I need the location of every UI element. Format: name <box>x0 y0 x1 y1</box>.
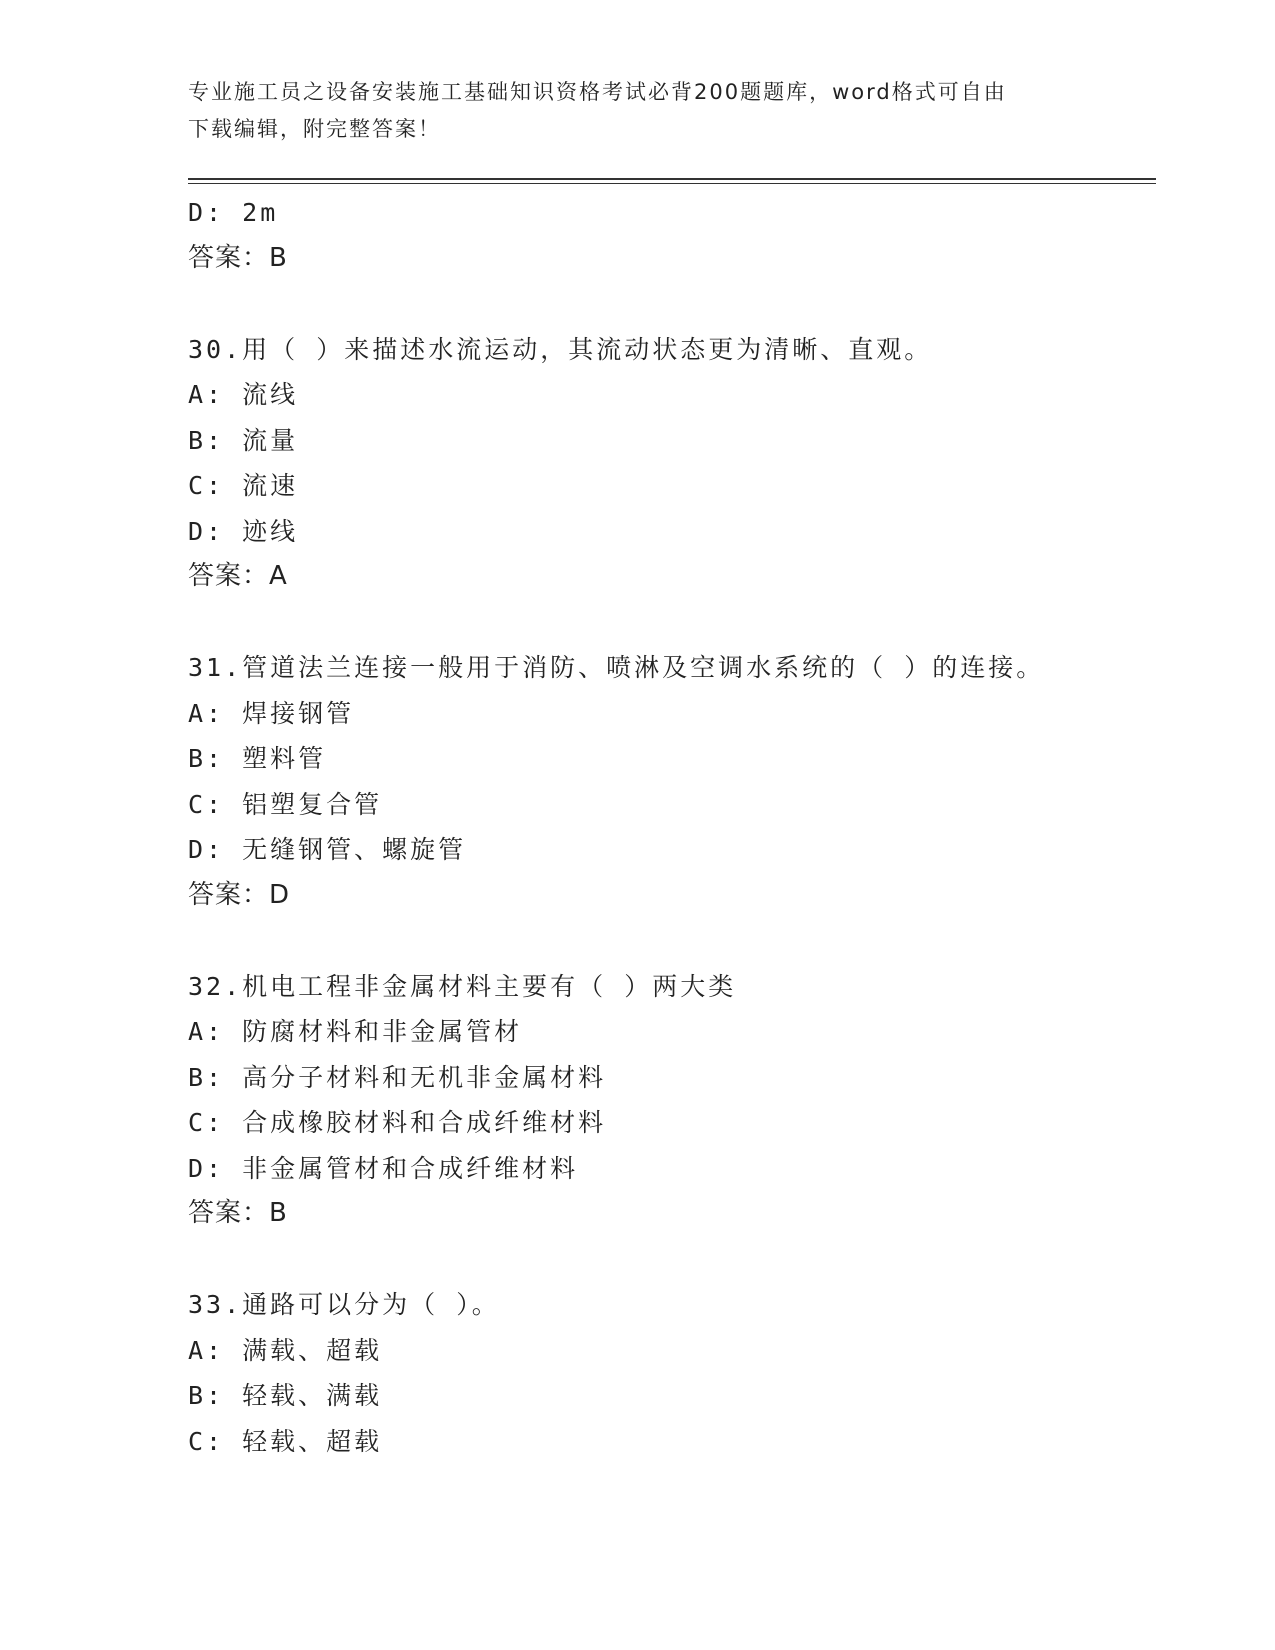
spacer <box>188 918 1156 964</box>
option-b: B: 高分子材料和无机非金属材料 <box>188 1062 607 1092</box>
spacer <box>188 600 1156 646</box>
question-stem: 33.通路可以分为（ ）。 <box>188 1290 500 1319</box>
header-divider <box>188 178 1156 184</box>
option-c: C: 合成橡胶材料和合成纤维材料 <box>188 1108 607 1137</box>
option-a: A: 焊接钢管 <box>188 698 355 728</box>
option-b: B: 流量 <box>188 425 299 455</box>
answer: 答案：B <box>188 242 288 273</box>
option-b: B: 轻载、满载 <box>188 1381 383 1410</box>
spacer <box>188 1237 1156 1283</box>
option-d: D: 迹线 <box>188 516 299 546</box>
option-c: C: 轻载、超载 <box>188 1426 383 1456</box>
question-list <box>188 190 1156 1464</box>
question-stem: 31.管道法兰连接一般用于消防、喷淋及空调水系统的（ ）的连接。 <box>188 653 1045 682</box>
option-a: A: 防腐材料和非金属管材 <box>188 1017 523 1046</box>
spacer <box>188 281 1156 327</box>
question-stem: 30.用（ ）来描述水流运动，其流动状态更为清晰、直观。 <box>188 334 933 364</box>
question-31 <box>188 645 1156 918</box>
option-d: D: 非金属管材和合成纤维材料 <box>188 1153 579 1183</box>
option-b: B: 塑料管 <box>188 744 327 773</box>
question-stem: 32.机电工程非金属材料主要有（ ）两大类 <box>188 971 737 1001</box>
answer: 答案：B <box>188 1198 288 1228</box>
option-a: A: 满载、超载 <box>188 1335 383 1365</box>
question-30 <box>188 327 1156 600</box>
option-a: A: 流线 <box>188 380 299 409</box>
question-32 <box>188 964 1156 1237</box>
option-c: C: 铝塑复合管 <box>188 789 383 819</box>
question-33 <box>188 1282 1156 1464</box>
option-d: D: 无缝钢管、螺旋管 <box>188 835 467 864</box>
answer: 答案：A <box>188 561 288 591</box>
option-d: D: 2m <box>188 198 279 227</box>
answer: 答案：D <box>188 879 291 910</box>
option-c: C: 流速 <box>188 471 299 500</box>
document-title-line-1: 专业施工员之设备安装施工基础知识资格考试必背200题题库，word格式可自由 <box>188 80 1007 104</box>
document-header <box>188 74 1088 148</box>
document-title-line-2: 下载编辑，附完整答案！ <box>188 117 441 141</box>
